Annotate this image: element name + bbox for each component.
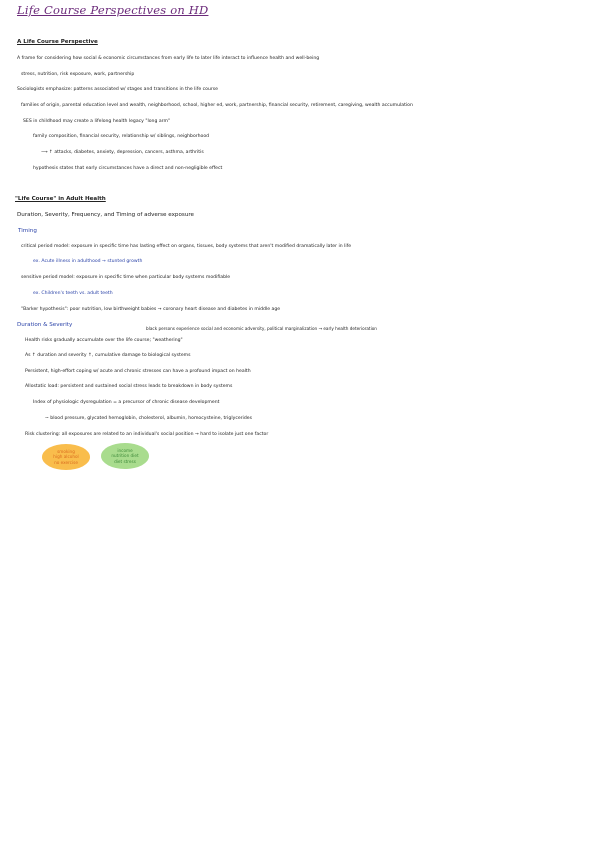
note-line: ~ blood pressure, glycated hemoglobin, cholesterol, albumin, homocysteine, triglycerides — [45, 416, 252, 421]
risk-bubble-behaviors: smoking high alcohol no exercise — [42, 444, 90, 470]
note-line: ⟶ ↑ attacks, diabetes, anxiety, depression, cancers, asthma, arthritis — [41, 150, 204, 155]
note-line: SES in childhood may create a lifelong health legacy "long arm" — [23, 119, 171, 124]
subheading-timing: Timing — [18, 228, 37, 234]
note-line: Health risks gradually accumulate over the life course; "weathering" — [25, 338, 183, 343]
note-line: hypothesis states that early circumstances have a direct and non-negligible effect — [33, 166, 223, 171]
arrow-icon: ⟶ — [41, 150, 50, 155]
note-line: As ↑ duration and severity ↑, cumulative damage to biological systems — [25, 353, 191, 358]
note-line: "Barker hypothesis": poor nutrition, low birthweight babies → coronary heart disease and diabetes in middle age — [21, 307, 281, 312]
note-line: sensitive period model: exposure in specific time when particular body systems modifiable — [21, 275, 231, 280]
risk-bubble-social: income nutrition diet diet stress — [101, 443, 149, 469]
section-heading-adult-health: "Life Course" in Adult Health — [15, 196, 106, 202]
note-line: Persistent, high-effort coping w/ acute and chronic stresses can have a profound impact on health — [25, 369, 251, 374]
intro-line: Duration, Severity, Frequency, and Timing of adverse exposure — [17, 212, 194, 218]
note-line: stress, nutrition, risk exposure, work, partnership — [21, 72, 135, 77]
example-line: ex. Acute illness in adulthood → stunted growth — [33, 259, 143, 264]
note-line: A frame for considering how social & economic circumstances from early life to later life interact to influence health and well-being — [17, 56, 320, 61]
note-line: critical period model: exposure in specific time has lasting effect on organs, tissues, body systems that aren't modified dramatically later in life — [21, 244, 352, 249]
note-line: Allostatic load: persistent and sustained social stress leads to breakdown in body systems — [25, 384, 233, 389]
note-line: Index of physiologic dysregulation = a precursor of chronic disease development — [33, 400, 220, 405]
page-title: Life Course Perspectives on HD — [17, 3, 209, 17]
example-line: ex. Children's teeth vs. adult teeth — [33, 291, 113, 296]
note-line: Risk clustering: all exposures are related to an individual's social position → hard to isolate just one factor — [25, 432, 269, 437]
note-line: Sociologists emphasize: patterns associated w/ stages and transitions in the life course — [17, 87, 218, 92]
side-note: black persons experience social and economic adversity, political marginalization → early health deterioration — [146, 326, 377, 331]
subheading-duration-severity: Duration & Severity — [17, 322, 73, 328]
note-line: families of origin, parental education level and wealth, neighborhood, school, higher ed, work, partnership, financial security, retirement, caregiving, wealth accumulation — [21, 103, 413, 108]
section-heading-life-course: A Life Course Perspective — [17, 39, 98, 45]
note-line: family composition, financial security, relationship w/ siblings, neighborhood — [33, 134, 210, 139]
